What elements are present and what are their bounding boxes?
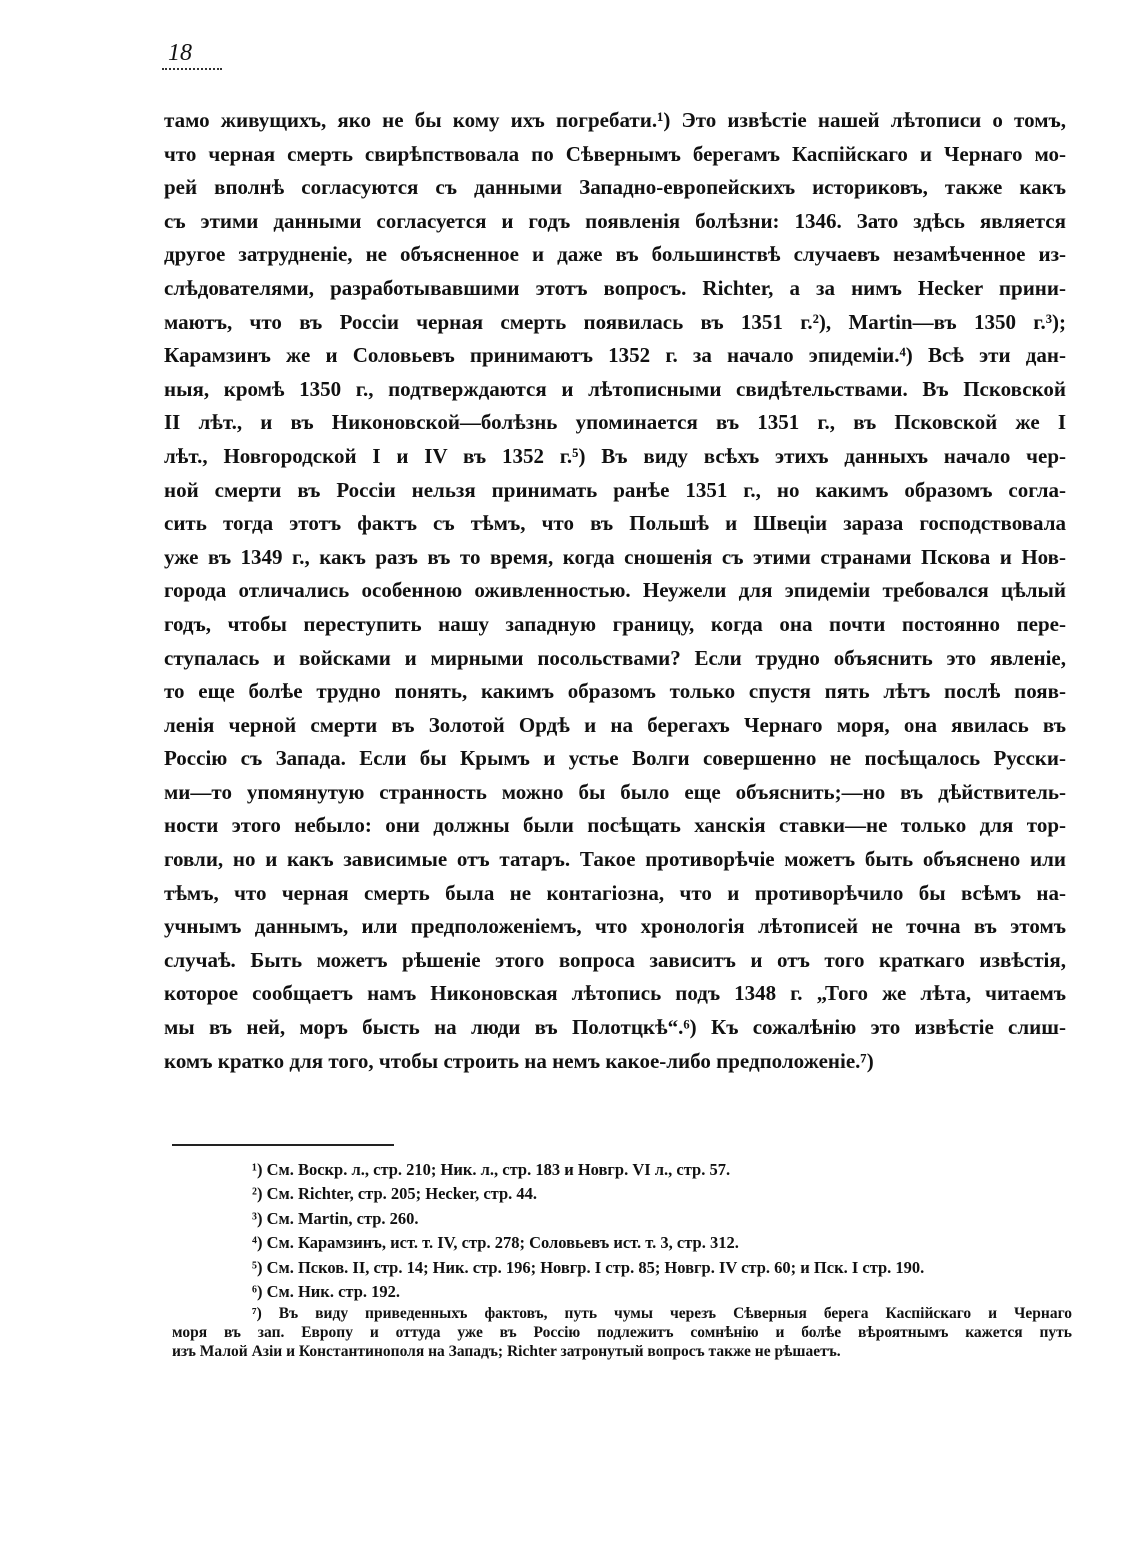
- text-line: уже въ 1349 г., какъ разъ въ то время, когда сношенія съ этими странами Пскова и Нов-: [164, 544, 1066, 569]
- text-line: ми—то упомянутую странность можно бы было еще объяснить;—но въ дѣйствитель-: [164, 779, 1066, 804]
- text-line: ленія черной смерти въ Золотой Ордѣ и на берегахъ Чернаго моря, она явилась въ: [164, 712, 1066, 737]
- footnote-line: ⁷) Въ виду приведенныхъ фактовъ, путь чумы черезъ Сѣверныя берега Каспійскаго и Чернаго: [252, 1305, 1072, 1323]
- footnote-line: изъ Малой Азіи и Константинополя на Западъ; Richter затронутый вопросъ также не рѣшаетъ.: [172, 1343, 841, 1361]
- text-line: мы въ ней, моръ бысть на люди въ Полотцкѣ“.⁶) Къ сожалѣнію это извѣстіе слиш-: [164, 1015, 1066, 1040]
- text-line: ныя, кромѣ 1350 г., подтверждаются и лѣтописными свидѣтельствами. Въ Псковской: [164, 376, 1066, 401]
- text-line: маютъ, что въ Россіи черная смерть появилась въ 1351 г.²), Martin—въ 1350 г.³);: [164, 309, 1066, 334]
- footnote-separator: [172, 1144, 394, 1146]
- footnotes: [172, 1158, 1072, 1361]
- text-line: лѣт., Новгородской I и IV въ 1352 г.⁵) Въ виду всѣхъ этихъ данныхъ начало чер-: [164, 443, 1066, 468]
- footnote: ⁶) См. Ник. стр. 192.: [252, 1281, 401, 1301]
- text-line: то еще болѣе трудно понять, какимъ образомъ только спустя пять лѣтъ послѣ появ-: [164, 679, 1066, 704]
- text-line: слѣдователями, разработывавшими этотъ вопросъ. Richter, а за нимъ Hecker прини-: [164, 275, 1066, 300]
- text-line: другое затрудненіе, не объясненное и даже въ большинствѣ случаевъ незамѣченное из-: [164, 242, 1066, 267]
- main-text: [164, 104, 1066, 1078]
- text-line: съ этими данными согласуется и годъ появленія болѣзни: 1346. Зато здѣсь является: [164, 208, 1066, 233]
- text-line: что черная смерть свирѣпствовала по Сѣвернымъ берегамъ Каспійскаго и Чернаго мо-: [164, 141, 1066, 166]
- text-line: Россію съ Запада. Если бы Крымъ и устье Волги совершенно не посѣщалось Русски-: [164, 746, 1066, 771]
- footnote: ⁴) См. Карамзинъ, ист. т. IV, стр. 278; Соловьевъ ист. т. 3, стр. 312.: [252, 1233, 739, 1253]
- text-line: случаѣ. Быть можетъ рѣшеніе этого вопроса зависитъ и отъ того краткаго извѣстія,: [164, 947, 1066, 972]
- footnote-line: моря въ зап. Европу и оттуда уже въ Россію подлежитъ сомнѣнію и болѣе вѣроятнымъ кажется путь: [172, 1324, 1072, 1342]
- footnote: ¹) См. Воскр. л., стр. 210; Ник. л., стр. 183 и Новгр. VI л., стр. 57.: [252, 1160, 731, 1179]
- footnote: ³) См. Martin, стр. 260.: [252, 1208, 419, 1228]
- text-line: годъ, чтобы переступить нашу западную границу, когда она почти постоянно пере-: [164, 611, 1066, 636]
- text-line: Карамзинъ же и Соловьевъ принимаютъ 1352 г. за начало эпидеміи.⁴) Всѣ эти дан-: [164, 343, 1066, 368]
- text-line: комъ кратко для того, чтобы строить на немъ какое-либо предположеніе.⁷): [164, 1048, 874, 1073]
- text-line: которое сообщаетъ намъ Никоновская лѣтопись подъ 1348 г. „Того же лѣта, читаемъ: [164, 981, 1066, 1006]
- text-line: рей вполнѣ согласуются съ данными Западно-европейскихъ историковъ, также какъ: [164, 175, 1066, 200]
- text-line: II лѣт., и въ Никоновской—болѣзнь упоминается въ 1351 г., въ Псковской же I: [164, 410, 1066, 435]
- footnote-7: [172, 1304, 1072, 1361]
- page-number: 18: [168, 40, 192, 66]
- text-line: ной смерти въ Россіи нельзя принимать ранѣе 1351 г., но какимъ образомъ согла-: [164, 477, 1066, 502]
- text-line: учнымъ даннымъ, или предположеніемъ, что хронологія лѣтописей не точна въ этомъ: [164, 914, 1066, 939]
- text-line: тѣмъ, что черная смерть была не контагіозна, что и противорѣчило бы всѣмъ на-: [164, 880, 1066, 905]
- text-line: говли, но и какъ зависимые отъ татаръ. Такое противорѣчіе можетъ быть объяснено или: [164, 847, 1066, 872]
- text-line: ступалась и войсками и мирными посольствами? Если трудно объяснить это явленіе,: [164, 645, 1066, 670]
- footnote: ²) См. Richter, стр. 205; Hecker, стр. 44.: [252, 1184, 537, 1204]
- text-line: тамо живущихъ, яко не бы кому ихъ погребати.¹) Это извѣстіе нашей лѣтописи о томъ,: [164, 108, 1066, 132]
- text-line: сить тогда этотъ фактъ съ тѣмъ, что въ Польшѣ и Швеціи зараза господствовала: [164, 511, 1066, 536]
- text-line: ности этого небыло: они должны были посѣщать ханскія ставки—не только для тор-: [164, 813, 1066, 838]
- page-number-underline: [162, 68, 222, 70]
- footnote: ⁵) См. Псков. II, стр. 14; Ник. стр. 196; Новгр. I стр. 85; Новгр. IV стр. 60; и Пск. I стр. 190.: [252, 1257, 925, 1277]
- text-line: города отличались особенною оживленностью. Неужели для эпидеміи требовался цѣлый: [164, 578, 1066, 603]
